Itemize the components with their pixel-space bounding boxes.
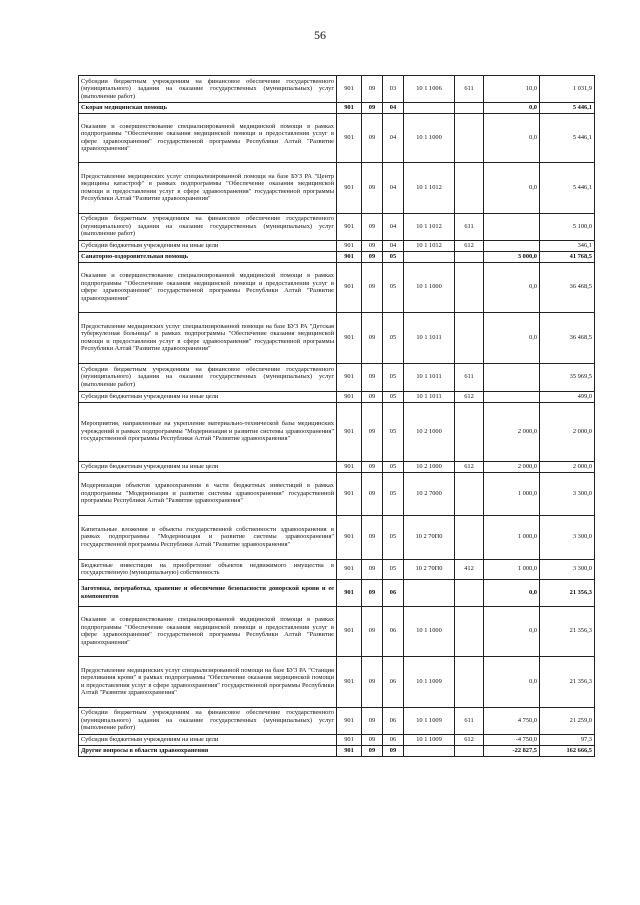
expense-type-code: 611 <box>455 76 484 103</box>
ministry-code: 901 <box>337 606 362 656</box>
expense-type-code <box>455 312 484 363</box>
section-code: 09 <box>362 391 383 402</box>
section-code: 09 <box>362 734 383 745</box>
table-row <box>79 262 595 312</box>
subsection-code: 06 <box>383 734 404 745</box>
ministry-code: 901 <box>337 656 362 707</box>
change-amount: 3 000,0 <box>484 251 540 262</box>
row-name: Субсидии бюджетным учреждениям на иные цели <box>79 461 337 472</box>
target-article-code: 10 1 1012 <box>404 213 455 240</box>
expense-type-code <box>455 606 484 656</box>
target-article-code: 10 1 1000 <box>404 606 455 656</box>
expense-type-code <box>455 579 484 606</box>
target-article-code: 10 1 1011 <box>404 312 455 363</box>
target-article-code: 10 2 1000 <box>404 402 455 461</box>
ministry-code: 901 <box>337 240 362 251</box>
target-article-code: 10 1 1009 <box>404 707 455 734</box>
table-row <box>79 606 595 656</box>
expense-type-code <box>455 113 484 162</box>
target-article-code: 10 2 70П0 <box>404 559 455 579</box>
target-article-code: 10 1 1012 <box>404 162 455 213</box>
subsection-code: 05 <box>383 363 404 391</box>
section-code: 09 <box>362 472 383 515</box>
section-code: 09 <box>362 262 383 312</box>
page-number: 56 <box>314 28 326 42</box>
target-article-code: 10 1 1000 <box>404 262 455 312</box>
subsection-code: 05 <box>383 391 404 402</box>
total-amount: 346,1 <box>540 240 595 251</box>
expense-type-code: 611 <box>455 707 484 734</box>
section-code: 09 <box>362 606 383 656</box>
expense-type-code <box>455 472 484 515</box>
ministry-code: 901 <box>337 251 362 262</box>
table-row <box>79 745 595 756</box>
row-name: Субсидии бюджетным учреждениям на иные цели <box>79 240 337 251</box>
row-name: Оказание и совершенствование специализированной медицинской помощи в рамках подпрограммы "Обеспечение оказания медицинской помощи и предоставления услуг в сфере здравоохранения" государственной программы Республики Алтай "Развитие здравоохранения" <box>79 606 337 656</box>
target-article-code: 10 1 1009 <box>404 656 455 707</box>
row-name: Санаторно-оздоровительная помощь <box>79 251 337 262</box>
total-amount: 21 356,3 <box>540 606 595 656</box>
total-amount: 3 300,0 <box>540 515 595 559</box>
expense-type-code: 612 <box>455 240 484 251</box>
ministry-code: 901 <box>337 745 362 756</box>
table-row <box>79 472 595 515</box>
change-amount: 1 000,0 <box>484 515 540 559</box>
row-name: Капитальные вложения в объекты государственной собственности здравоохранения в рамках подпрограммы "Модернизация и развитие системы здравоохранения" государственной программы Республики Алтай "Развитие здравоохранения" <box>79 515 337 559</box>
table-row <box>79 656 595 707</box>
ministry-code: 901 <box>337 312 362 363</box>
row-name: Субсидии бюджетным учреждениям на финансовое обеспечение государственного (муниципального) задания на оказание государственных (муниципальных) услуг (выполнение работ) <box>79 363 337 391</box>
expense-type-code: 612 <box>455 734 484 745</box>
row-name: Оказание и совершенствование специализированной медицинской помощи в рамках подпрограммы "Обеспечение оказания медицинской помощи и предоставления услуг в сфере здравоохранения" государственной программы Республики Алтай "Развитие здравоохранения" <box>79 113 337 162</box>
ministry-code: 901 <box>337 113 362 162</box>
total-amount: 41 768,5 <box>540 251 595 262</box>
total-amount: 2 000,0 <box>540 461 595 472</box>
change-amount: -4 750,0 <box>484 734 540 745</box>
change-amount: 0,0 <box>484 656 540 707</box>
change-amount <box>484 391 540 402</box>
total-amount: 2 000,0 <box>540 402 595 461</box>
section-code: 09 <box>362 213 383 240</box>
table-row <box>79 579 595 606</box>
subsection-code: 05 <box>383 402 404 461</box>
row-name: Субсидии бюджетным учреждениям на иные цели <box>79 734 337 745</box>
section-code: 09 <box>362 113 383 162</box>
ministry-code: 901 <box>337 363 362 391</box>
change-amount: 10,0 <box>484 76 540 103</box>
expense-type-code: 412 <box>455 559 484 579</box>
target-article-code <box>404 103 455 114</box>
row-name: Субсидии бюджетным учреждениям на иные цели <box>79 391 337 402</box>
budget-table-body <box>79 76 595 757</box>
total-amount: 36 468,5 <box>540 262 595 312</box>
subsection-code: 05 <box>383 515 404 559</box>
row-name: Субсидии бюджетным учреждениям на финансовое обеспечение государственного (муниципального) задания на оказание государственных (муниципальных) услуг (выполнение работ) <box>79 76 337 103</box>
target-article-code: 10 1 1012 <box>404 240 455 251</box>
row-name: Субсидии бюджетным учреждениям на финансовое обеспечение государственного (муниципального) задания на оказание государственных (муниципальных) услуг (выполнение работ) <box>79 707 337 734</box>
section-code: 09 <box>362 162 383 213</box>
target-article-code: 10 2 70П0 <box>404 515 455 559</box>
section-code: 09 <box>362 707 383 734</box>
subsection-code: 06 <box>383 579 404 606</box>
table-row <box>79 363 595 391</box>
ministry-code: 901 <box>337 734 362 745</box>
table-row <box>79 461 595 472</box>
change-amount: 0,0 <box>484 103 540 114</box>
subsection-code: 06 <box>383 606 404 656</box>
table-row <box>79 240 595 251</box>
expense-type-code <box>455 103 484 114</box>
row-name: Скорая медицинская помощь <box>79 103 337 114</box>
total-amount: 499,0 <box>540 391 595 402</box>
ministry-code: 901 <box>337 472 362 515</box>
subsection-code: 04 <box>383 103 404 114</box>
subsection-code: 04 <box>383 213 404 240</box>
subsection-code: 03 <box>383 76 404 103</box>
ministry-code: 901 <box>337 103 362 114</box>
ministry-code: 901 <box>337 162 362 213</box>
change-amount: 1 000,0 <box>484 559 540 579</box>
total-amount: 21 259,0 <box>540 707 595 734</box>
change-amount: 0,0 <box>484 262 540 312</box>
subsection-code: 05 <box>383 262 404 312</box>
change-amount: 0,0 <box>484 606 540 656</box>
table-row <box>79 213 595 240</box>
table-row <box>79 707 595 734</box>
table-row <box>79 113 595 162</box>
target-article-code: 10 1 1011 <box>404 363 455 391</box>
table-row <box>79 251 595 262</box>
section-code: 09 <box>362 656 383 707</box>
total-amount: 3 300,0 <box>540 472 595 515</box>
total-amount: 3 300,0 <box>540 559 595 579</box>
ministry-code: 901 <box>337 76 362 103</box>
ministry-code: 901 <box>337 461 362 472</box>
expense-type-code: 611 <box>455 213 484 240</box>
change-amount: 2 000,0 <box>484 461 540 472</box>
subsection-code: 06 <box>383 656 404 707</box>
subsection-code: 05 <box>383 312 404 363</box>
section-code: 09 <box>362 461 383 472</box>
table-row <box>79 103 595 114</box>
row-name: Предоставление медицинских услуг специализированной помощи на базе БУЗ РА "Центр медицины катастроф" в рамках подпрограммы "Обеспечение оказания медицинской помощи и предоставления услуг в сфере здравоохранения" государственной программы Республики Алтай "Развитие здравоохранения" <box>79 162 337 213</box>
change-amount: -22 827,5 <box>484 745 540 756</box>
total-amount: 162 666,5 <box>540 745 595 756</box>
total-amount: 5 446,1 <box>540 162 595 213</box>
budget-table <box>78 75 595 757</box>
target-article-code: 10 2 7000 <box>404 472 455 515</box>
target-article-code <box>404 745 455 756</box>
table-row <box>79 312 595 363</box>
section-code: 09 <box>362 251 383 262</box>
subsection-code: 04 <box>383 240 404 251</box>
row-name: Модернизация объектов здравоохранения в части бюджетных инвестиций в рамках подпрограммы "Модернизация и развитие системы здравоохранения" государственной программы Республики Алтай "Развитие здравоохранения" <box>79 472 337 515</box>
change-amount: 0,0 <box>484 113 540 162</box>
change-amount: 0,0 <box>484 162 540 213</box>
row-name: Бюджетные инвестиции на приобретение объектов недвижимого имущества в государственную (муниципальную) собственность <box>79 559 337 579</box>
expense-type-code: 611 <box>455 363 484 391</box>
expense-type-code <box>455 515 484 559</box>
section-code: 09 <box>362 559 383 579</box>
expense-type-code <box>455 162 484 213</box>
total-amount: 21 356,3 <box>540 656 595 707</box>
expense-type-code <box>455 745 484 756</box>
table-row <box>79 734 595 745</box>
target-article-code: 10 1 1006 <box>404 76 455 103</box>
total-amount: 35 969,5 <box>540 363 595 391</box>
row-name: Другие вопросы в области здравоохранения <box>79 745 337 756</box>
target-article-code: 10 1 1011 <box>404 391 455 402</box>
table-row <box>79 559 595 579</box>
target-article-code <box>404 251 455 262</box>
section-code: 09 <box>362 240 383 251</box>
total-amount: 5 100,0 <box>540 213 595 240</box>
ministry-code: 901 <box>337 402 362 461</box>
ministry-code: 901 <box>337 391 362 402</box>
ministry-code: 901 <box>337 262 362 312</box>
section-code: 09 <box>362 745 383 756</box>
row-name: Оказание и совершенствование специализированной медицинской помощи в рамках подпрограммы "Обеспечение оказания медицинской помощи и предоставления услуг в сфере здравоохранения" государственной программы Республики Алтай "Развитие здравоохранения" <box>79 262 337 312</box>
section-code: 09 <box>362 515 383 559</box>
ministry-code: 901 <box>337 213 362 240</box>
total-amount: 5 446,1 <box>540 113 595 162</box>
expense-type-code: 612 <box>455 391 484 402</box>
section-code: 09 <box>362 579 383 606</box>
change-amount: 1 000,0 <box>484 472 540 515</box>
table-row <box>79 76 595 103</box>
total-amount: 5 446,1 <box>540 103 595 114</box>
ministry-code: 901 <box>337 559 362 579</box>
change-amount: 2 000,0 <box>484 402 540 461</box>
section-code: 09 <box>362 312 383 363</box>
subsection-code: 06 <box>383 707 404 734</box>
ministry-code: 901 <box>337 515 362 559</box>
change-amount <box>484 363 540 391</box>
row-name: Заготовка, переработка, хранение и обеспечение безопасности донорской крови и ее компонентов <box>79 579 337 606</box>
total-amount: 97,3 <box>540 734 595 745</box>
target-article-code: 10 1 1009 <box>404 734 455 745</box>
row-name: Предоставление медицинских услуг специализированной помощи на базе БУЗ РА "Детская туберкулезная больница" в рамках подпрограммы "Обеспечение оказания медицинской помощи и предоставления услуг в сфере здравоохранения" государственной программы Республики Алтай "Развитие здравоохранения" <box>79 312 337 363</box>
target-article-code <box>404 579 455 606</box>
change-amount <box>484 240 540 251</box>
subsection-code: 04 <box>383 162 404 213</box>
ministry-code: 901 <box>337 707 362 734</box>
row-name: Предоставление медицинских услуг специализированной помощи на базе БУЗ РА "Станция переливания крови" в рамках подпрограммы "Обеспечение оказания медицинской помощи и предоставления услуг в сфере здравоохранения" государственной программы Республики Алтай "Развитие здравоохранения" <box>79 656 337 707</box>
subsection-code: 05 <box>383 251 404 262</box>
subsection-code: 05 <box>383 472 404 515</box>
section-code: 09 <box>362 363 383 391</box>
expense-type-code: 612 <box>455 461 484 472</box>
expense-type-code <box>455 251 484 262</box>
total-amount: 21 356,3 <box>540 579 595 606</box>
expense-type-code <box>455 402 484 461</box>
change-amount: 0,0 <box>484 312 540 363</box>
total-amount: 1 031,9 <box>540 76 595 103</box>
table-row <box>79 162 595 213</box>
table-row <box>79 515 595 559</box>
change-amount <box>484 213 540 240</box>
expense-type-code <box>455 262 484 312</box>
section-code: 09 <box>362 103 383 114</box>
row-name: Мероприятия, направленные на укрепление материально-технической базы медицинских учреждений в рамках подпрограммы "Модернизация и развитие системы здравоохранения" государственной программы Республики Алтай "Развитие здравоохранения" <box>79 402 337 461</box>
expense-type-code <box>455 656 484 707</box>
total-amount: 36 468,5 <box>540 312 595 363</box>
ministry-code: 901 <box>337 579 362 606</box>
section-code: 09 <box>362 76 383 103</box>
target-article-code: 10 1 1000 <box>404 113 455 162</box>
change-amount: 0,0 <box>484 579 540 606</box>
table-row <box>79 402 595 461</box>
row-name: Субсидии бюджетным учреждениям на финансовое обеспечение государственного (муниципального) задания на оказание государственных (муниципальных) услуг (выполнение работ) <box>79 213 337 240</box>
target-article-code: 10 2 1000 <box>404 461 455 472</box>
change-amount: 4 750,0 <box>484 707 540 734</box>
subsection-code: 05 <box>383 559 404 579</box>
subsection-code: 09 <box>383 745 404 756</box>
subsection-code: 04 <box>383 113 404 162</box>
subsection-code: 05 <box>383 461 404 472</box>
table-row <box>79 391 595 402</box>
section-code: 09 <box>362 402 383 461</box>
